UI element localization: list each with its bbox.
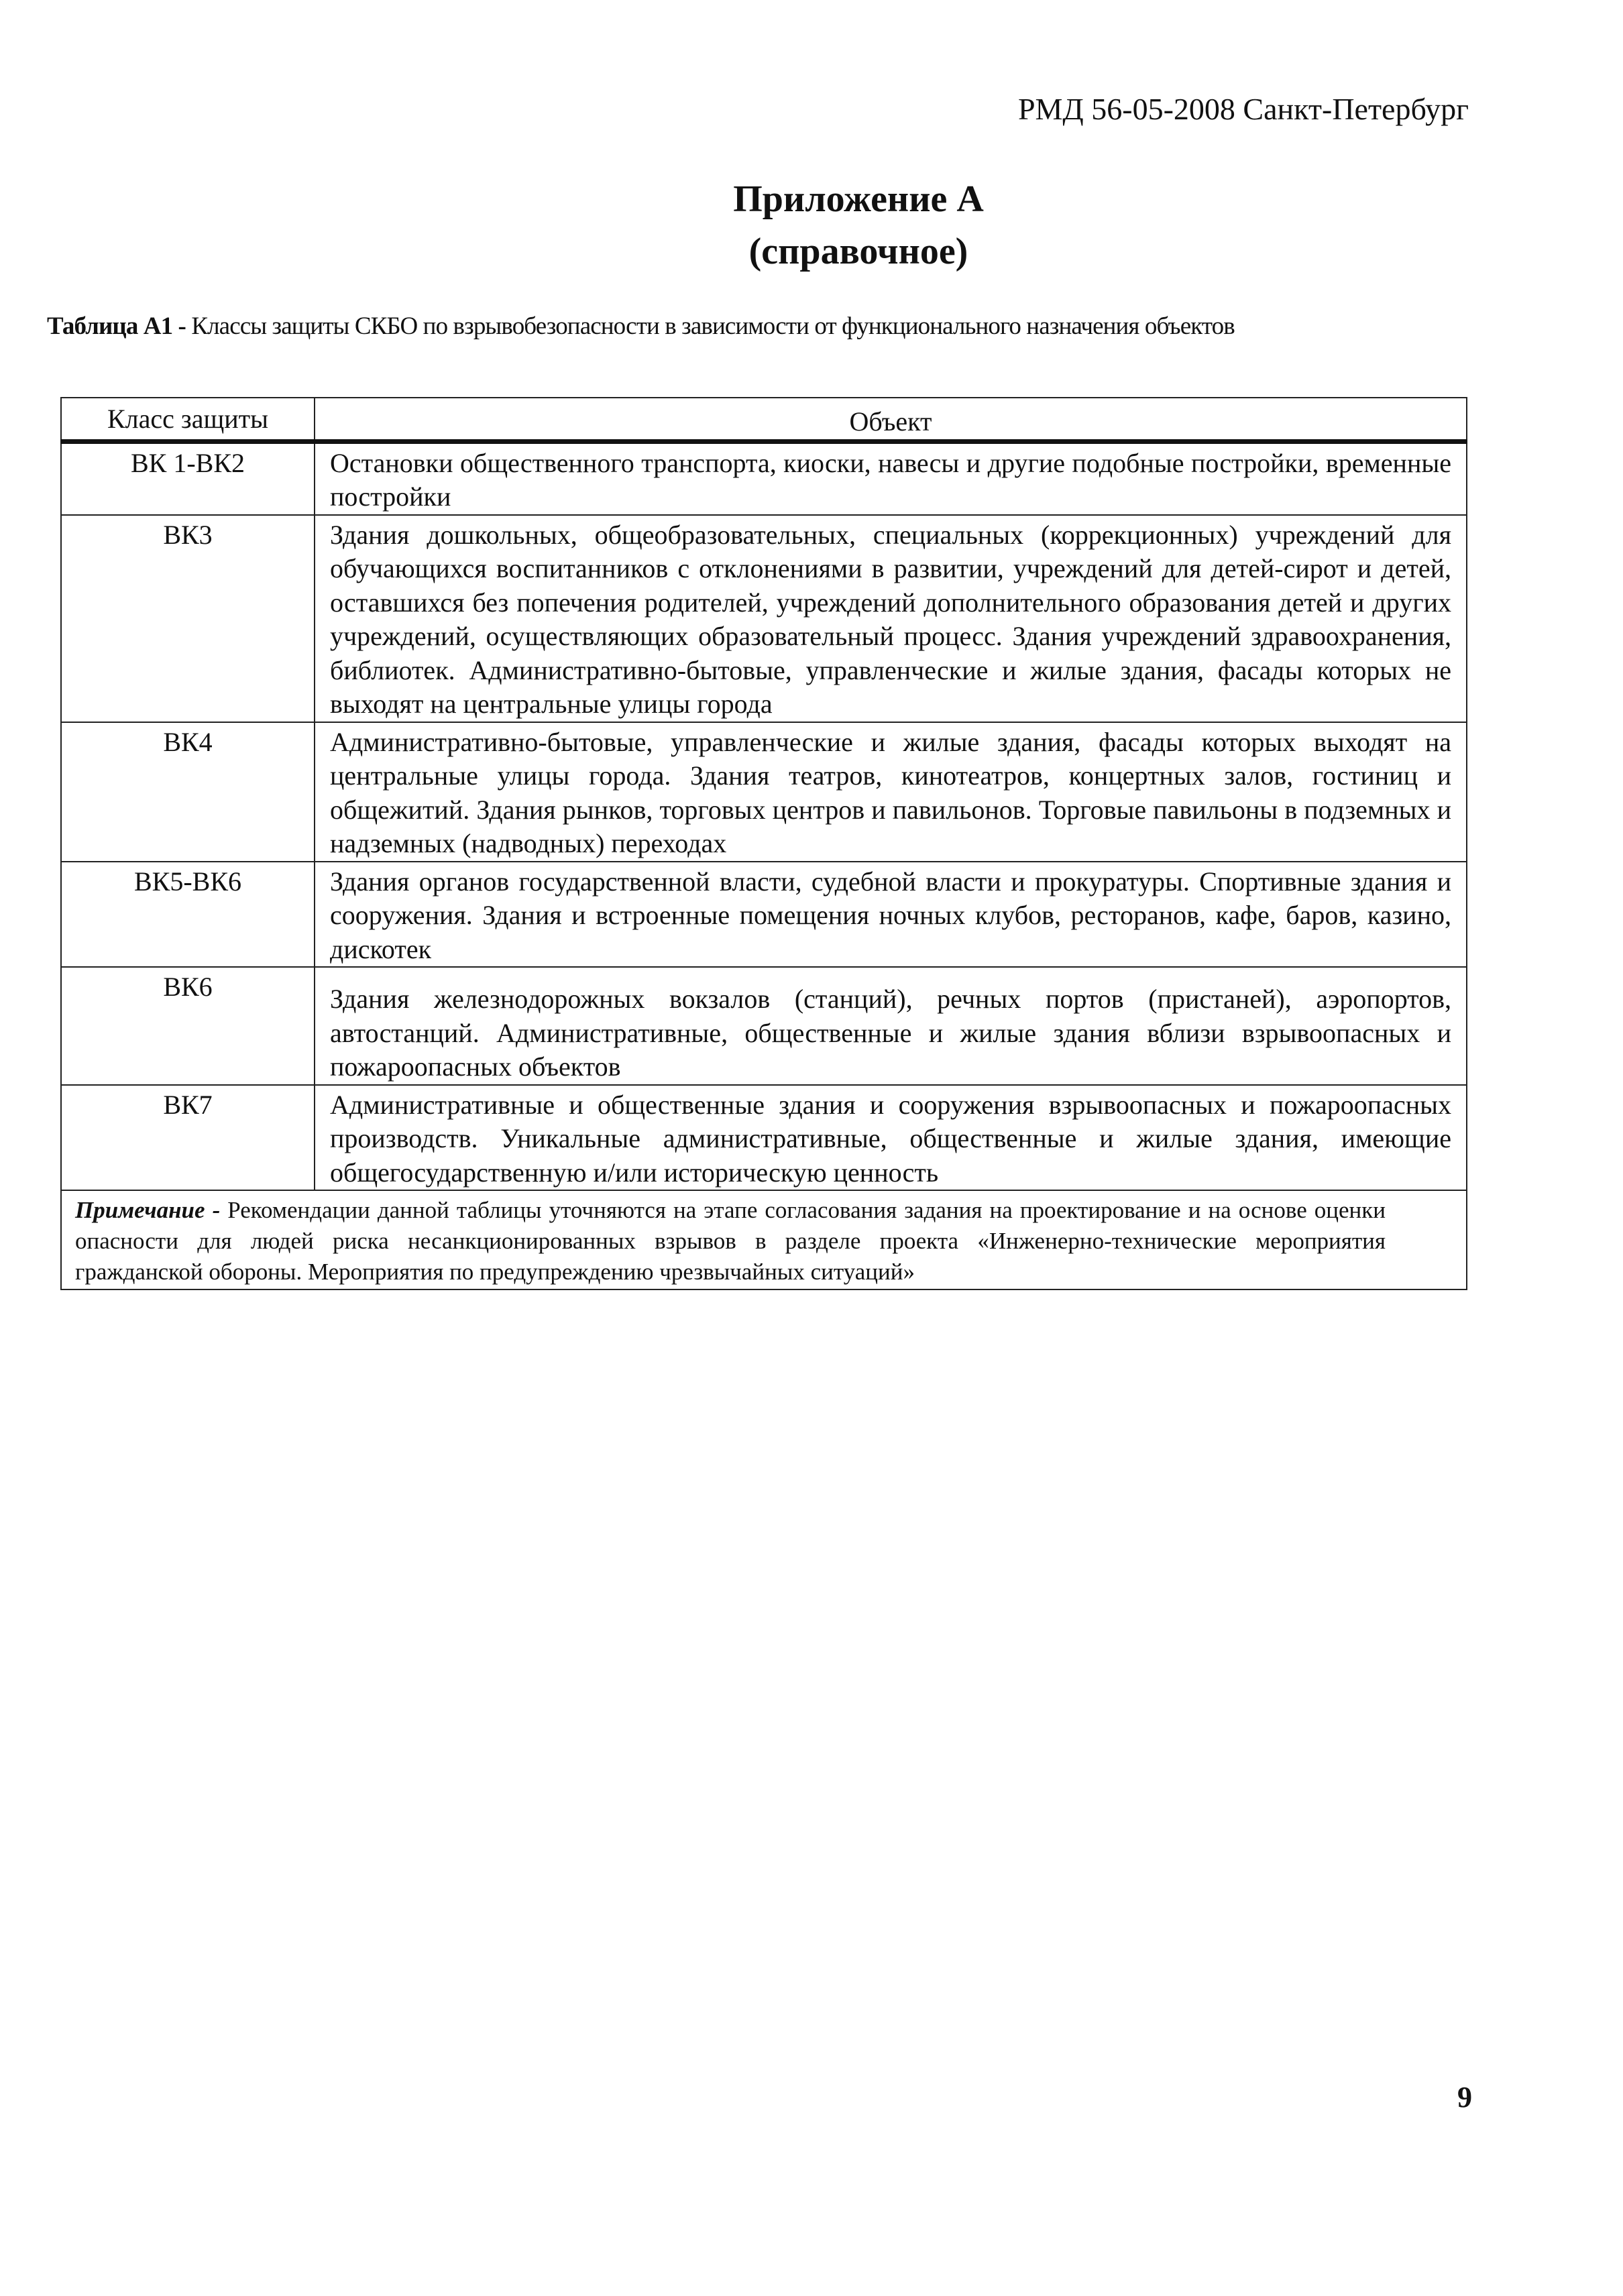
class-cell: ВК4 (61, 722, 315, 862)
column-header-class: Класс защиты (61, 398, 315, 441)
note-label: Примечание - (75, 1197, 221, 1223)
document-header: РМД 56-05-2008 Санкт-Петербург (1017, 92, 1469, 126)
appendix-title: Приложение А (733, 178, 984, 220)
object-cell: Здания дошкольных, общеобразовательных, специальных (коррекционных) учреждений для обучающихся воспитанников с отклонениями в развитии, учреждений для детей-сирот и детей, оставшихся без попечения родителей, учреждений дополнительного образования детей и других учреждений, осуществляющих образовательный процесс. Здания учреждений здравоохранения, библиотек. Административно-бытовые, управленческие и жилые здания, фасады которых не выходят на центральные улицы города (315, 515, 1467, 722)
table-row (61, 967, 1467, 1085)
note-text: Рекомендации данной таблицы уточняются на этапе согласования задания на проектирование и на основе оценки опасности для людей риска несанкционированных взрывов в разделе проекта «Инженерно-технические мероприятия гражданской обороны. Мероприятия по предупреждению чрезвычайных ситуаций» (75, 1197, 1386, 1285)
class-cell: ВК5-ВК6 (61, 862, 315, 968)
table-caption-lead: Таблица А1 - (47, 312, 186, 340)
table-note (61, 1190, 1467, 1289)
object-cell: Остановки общественного транспорта, киоски, навесы и другие подобные постройки, временные постройки (315, 441, 1467, 515)
page-number: 9 (1457, 2081, 1472, 2114)
object-cell: Административные и общественные здания и сооружения взрывоопасных и пожароопасных производств. Уникальные административные, общественные и жилые здания, имеющие общегосударственную и/или историческую ценность (315, 1085, 1467, 1191)
table-row (61, 862, 1467, 968)
appendix-heading (0, 173, 1623, 278)
class-cell: ВК6 (61, 967, 315, 1085)
table-header-row (61, 398, 1467, 441)
class-cell: ВК7 (61, 1085, 315, 1191)
table-row (61, 515, 1467, 722)
class-cell: ВК3 (61, 515, 315, 722)
table-caption-text: Классы защиты СКБО по взрывобезопасности в зависимости от функционального назначения объектов (185, 312, 1235, 340)
table-row (61, 1085, 1467, 1191)
object-cell: Здания железнодорожных вокзалов (станций), речных портов (пристаней), аэропортов, автостанций. Административные, общественные и жилые здания вблизи взрывоопасных и пожароопасных объектов (315, 967, 1467, 1085)
appendix-subtitle: (справочное) (748, 231, 968, 272)
protection-classes-table (60, 397, 1467, 1290)
table-note-row (61, 1190, 1467, 1289)
table-caption (47, 314, 1235, 339)
column-header-object: Объект (315, 398, 1467, 441)
table-row (61, 722, 1467, 862)
object-cell: Здания органов государственной власти, судебной власти и прокуратуры. Спортивные здания и сооружения. Здания и встроенные помещения ночных клубов, ресторанов, кафе, баров, казино, дискотек (315, 862, 1467, 968)
object-cell: Административно-бытовые, управленческие и жилые здания, фасады которых выходят на центральные улицы города. Здания театров, кинотеатров, концертных залов, гостиниц и общежитий. Здания рынков, торговых центров и павильонов. Торговые павильоны в подземных и надземных (надводных) переходах (315, 722, 1467, 862)
table-row (61, 441, 1467, 515)
class-cell: ВК 1-ВК2 (61, 441, 315, 515)
